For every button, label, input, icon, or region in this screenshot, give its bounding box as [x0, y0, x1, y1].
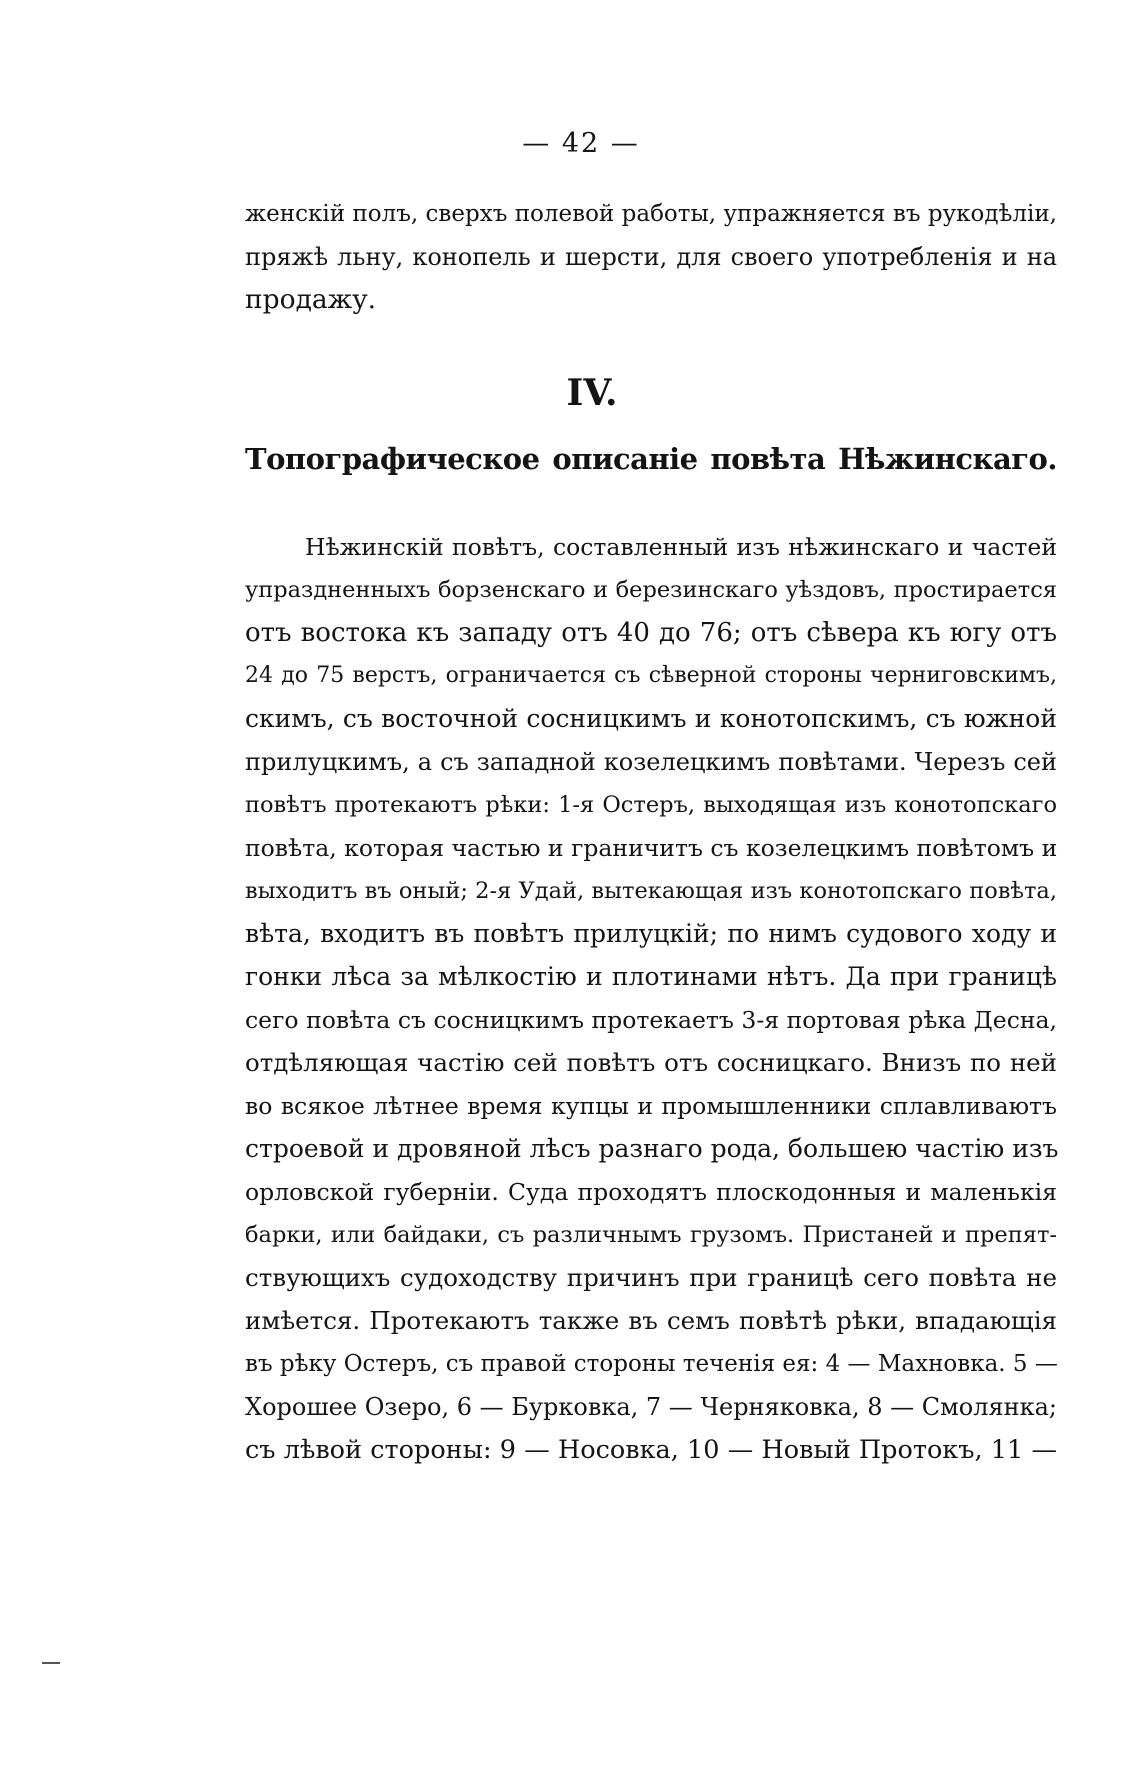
margin-mark	[42, 1662, 60, 1664]
section-number: IV.	[566, 372, 618, 414]
paragraph-line: упраздненныхъ борзенскаго и березинскаго уѣздовъ, простирается	[245, 577, 1057, 603]
paragraph-line: вѣта, входитъ въ повѣтъ прилуцкій; по нимъ судового ходу и	[245, 919, 1057, 948]
paragraph-line: прилуцкимъ, а съ западной козелецкимъ повѣтами. Черезъ сей	[245, 748, 1057, 776]
paragraph-line: ствующихъ судоходству причинъ при границѣ сего повѣта не	[245, 1263, 1057, 1292]
text-line: пряжѣ льну, конопель и шерсти, для своего употребленія и на	[245, 243, 1057, 271]
paragraph-line: во всякое лѣтнее время купцы и промышленники сплавливаютъ	[245, 1092, 1057, 1120]
paragraph-line: выходитъ въ оный; 2-я Удай, вытекающая изъ конотопскаго повѣта,	[245, 878, 1057, 904]
paragraph-line: скимъ, съ восточной сосницкимъ и конотопскимъ, съ южной	[245, 704, 1057, 733]
paragraph-line: съ лѣвой стороны: 9 — Носовка, 10 — Новый Протокъ, 11 —	[245, 1435, 1057, 1465]
paragraph-line: въ рѣку Остеръ, съ правой стороны теченія ея: 4 — Махновка. 5 —	[245, 1351, 1058, 1377]
text-line: женскій полъ, сверхъ полевой работы, упражняется въ рукодѣліи,	[245, 201, 1057, 227]
page-number: — 42 —	[522, 128, 640, 159]
text-line: продажу.	[245, 284, 377, 315]
paragraph-line: Хорошее Озеро, 6 — Бурковка, 7 — Черняковка, 8 — Смолянка;	[245, 1393, 1058, 1421]
paragraph-line: отдѣляющая частію сей повѣтъ отъ сосницкаго. Внизъ по ней	[245, 1048, 1057, 1077]
paragraph-line: отъ востока къ западу отъ 40 до 76; отъ сѣвера къ югу отъ	[245, 618, 1057, 648]
paragraph-line: повѣтъ протекаютъ рѣки: 1-я Остеръ, выходящая изъ конотопскаго	[245, 792, 1057, 818]
paragraph-line: гонки лѣса за мѣлкостію и плотинами нѣтъ. Да при границѣ	[245, 962, 1057, 991]
paragraph-line: сего повѣта съ сосницкимъ протекаетъ 3-я портовая рѣка Десна,	[245, 1006, 1057, 1034]
section-title: Топографическое описаніе повѣта Нѣжинскаго.	[245, 442, 1057, 476]
paragraph-line: орловской губерніи. Суда проходятъ плоскодонныя и маленькія	[245, 1178, 1057, 1206]
paragraph-line: повѣта, которая частью и граничитъ съ козелецкимъ повѣтомъ и	[245, 834, 1058, 862]
paragraph-line: строевой и дровяной лѣсъ разнаго рода, большею частію изъ	[245, 1134, 1059, 1163]
paragraph-line: 24 до 75 верстъ, ограничается съ сѣверной стороны черниговскимъ,	[245, 663, 1057, 688]
paragraph-line: Нѣжинскій повѣтъ, составленный изъ нѣжинскаго и частей	[305, 533, 1057, 561]
paragraph-line: имѣется. Протекаютъ также въ семъ повѣтѣ рѣки, впадающія	[245, 1306, 1057, 1335]
paragraph-line: барки, или байдаки, съ различнымъ грузомъ. Пристаней и препят-	[245, 1222, 1057, 1248]
